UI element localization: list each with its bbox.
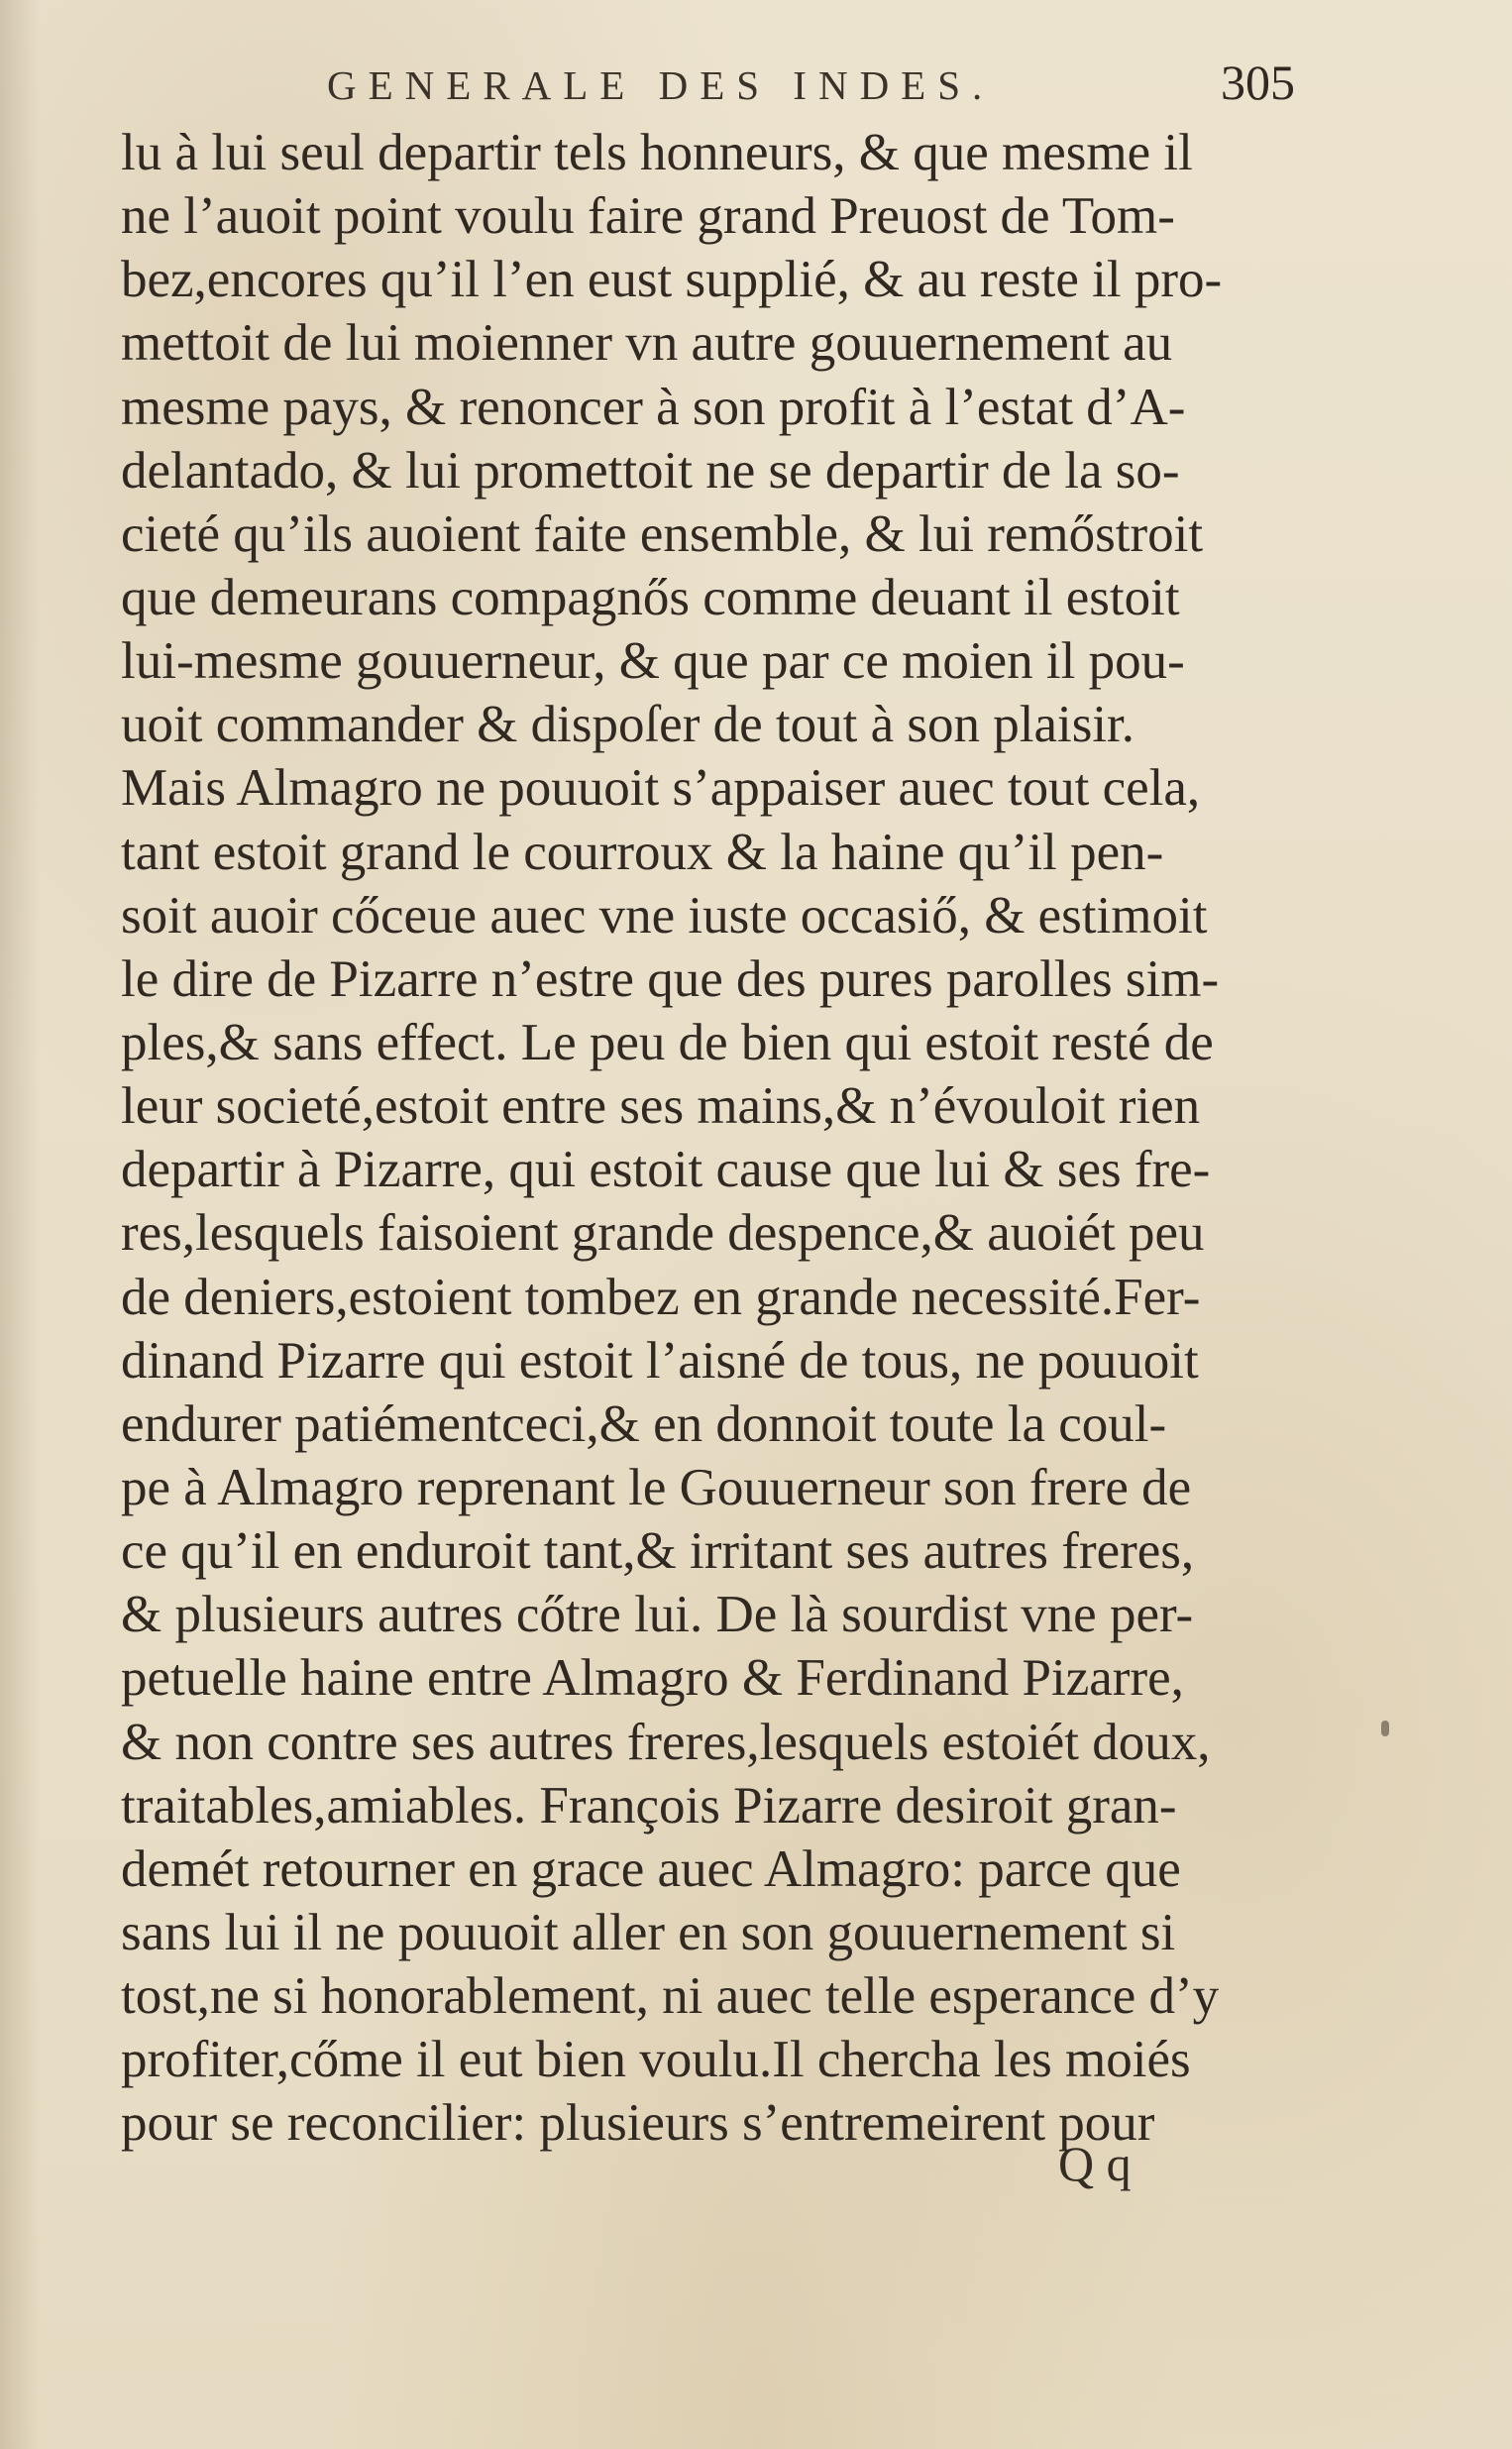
text-line: petuelle haine entre Almagro & Ferdinand Pizarre, — [121, 1649, 1184, 1708]
body-text — [121, 121, 1350, 2156]
text-line: ce qu’il en enduroit tant,& irritant ses autres freres, — [121, 1522, 1195, 1581]
text-line: mesme pays, & renoncer à son profit à l’estat d’A- — [121, 378, 1186, 436]
text-line: tant estoit grand le courroux & la haine qu’il pen- — [121, 823, 1164, 881]
page-number: 305 — [1221, 55, 1295, 110]
text-line: res,lesquels faisoient grande despence,& auoiét peu — [121, 1204, 1205, 1263]
text-line: bez,encores qu’il l’en eust supplié, & au reste il pro- — [121, 251, 1223, 309]
text-line: & plusieurs autres cőtre lui. De là sourdist vne per- — [121, 1586, 1194, 1644]
text-line: delantado, & lui promettoit ne se departir de la so- — [121, 441, 1180, 500]
text-line: Mais Almagro ne pouuoit s’appaiser auec tout cela, — [121, 759, 1201, 818]
text-line: uoit commander & dispoſer de tout à son plaisir. — [121, 696, 1135, 754]
text-line: endurer patiémentceci,& en donnoit toute la coul- — [121, 1394, 1167, 1453]
running-head: GENERALE DES INDES. — [327, 62, 995, 108]
text-line: de deniers,estoient tombez en grande necessité.Fer- — [121, 1268, 1201, 1326]
text-line: departir à Pizarre, qui estoit cause que lui & ses fre- — [121, 1141, 1211, 1199]
catchword: Q q — [1058, 2136, 1132, 2191]
text-line: lui-mesme gouuerneur, & que par ce moien il pou- — [121, 632, 1185, 691]
text-line: traitables,amiables. François Pizarre desiroit gran- — [121, 1776, 1177, 1835]
text-line: mettoit de lui moienner vn autre gouuernement au — [121, 314, 1173, 373]
text-line: leur societé,estoit entre ses mains,& n’évouloit rien — [121, 1077, 1201, 1136]
text-line: & non contre ses autres freres,lesquels estoiét doux, — [121, 1713, 1211, 1771]
text-line: cieté qu’ils auoient faite ensemble, & lui remőstroit — [121, 504, 1204, 563]
text-line: profiter,cőme il eut bien voulu.Il chercha les moiés — [121, 2031, 1191, 2089]
text-line: lu à lui seul departir tels honneurs, & que mesme il — [121, 124, 1193, 181]
ink-speck — [1381, 1721, 1389, 1736]
text-line: tost,ne si honorablement, ni auec telle esperance d’y — [121, 1967, 1220, 2026]
text-line: ples,& sans effect. Le peu de bien qui estoit resté de — [121, 1013, 1214, 1071]
text-line: ne l’auoit point voulu faire grand Preuost de Tom- — [121, 187, 1175, 246]
gutter-shadow — [0, 0, 40, 2449]
text-line: que demeurans compagnős comme deuant il estoit — [121, 568, 1180, 626]
text-line: soit auoir cőceue auec vne iuste occasiő, & estimoit — [121, 886, 1208, 945]
text-line: demét retourner en grace auec Almagro: parce que — [121, 1839, 1181, 1898]
text-line: pour se reconcilier: plusieurs s’entremeirent pour — [121, 2094, 1155, 2153]
text-line: le dire de Pizarre n’estre que des pures parolles sim- — [121, 949, 1220, 1008]
text-line: pe à Almagro reprenant le Gouuerneur son frere de — [121, 1458, 1192, 1516]
text-line: sans lui il ne pouuoit aller en son gouuernement si — [121, 1903, 1176, 1961]
text-line: dinand Pizarre qui estoit l’aisné de tous, ne pouuoit — [121, 1331, 1199, 1390]
